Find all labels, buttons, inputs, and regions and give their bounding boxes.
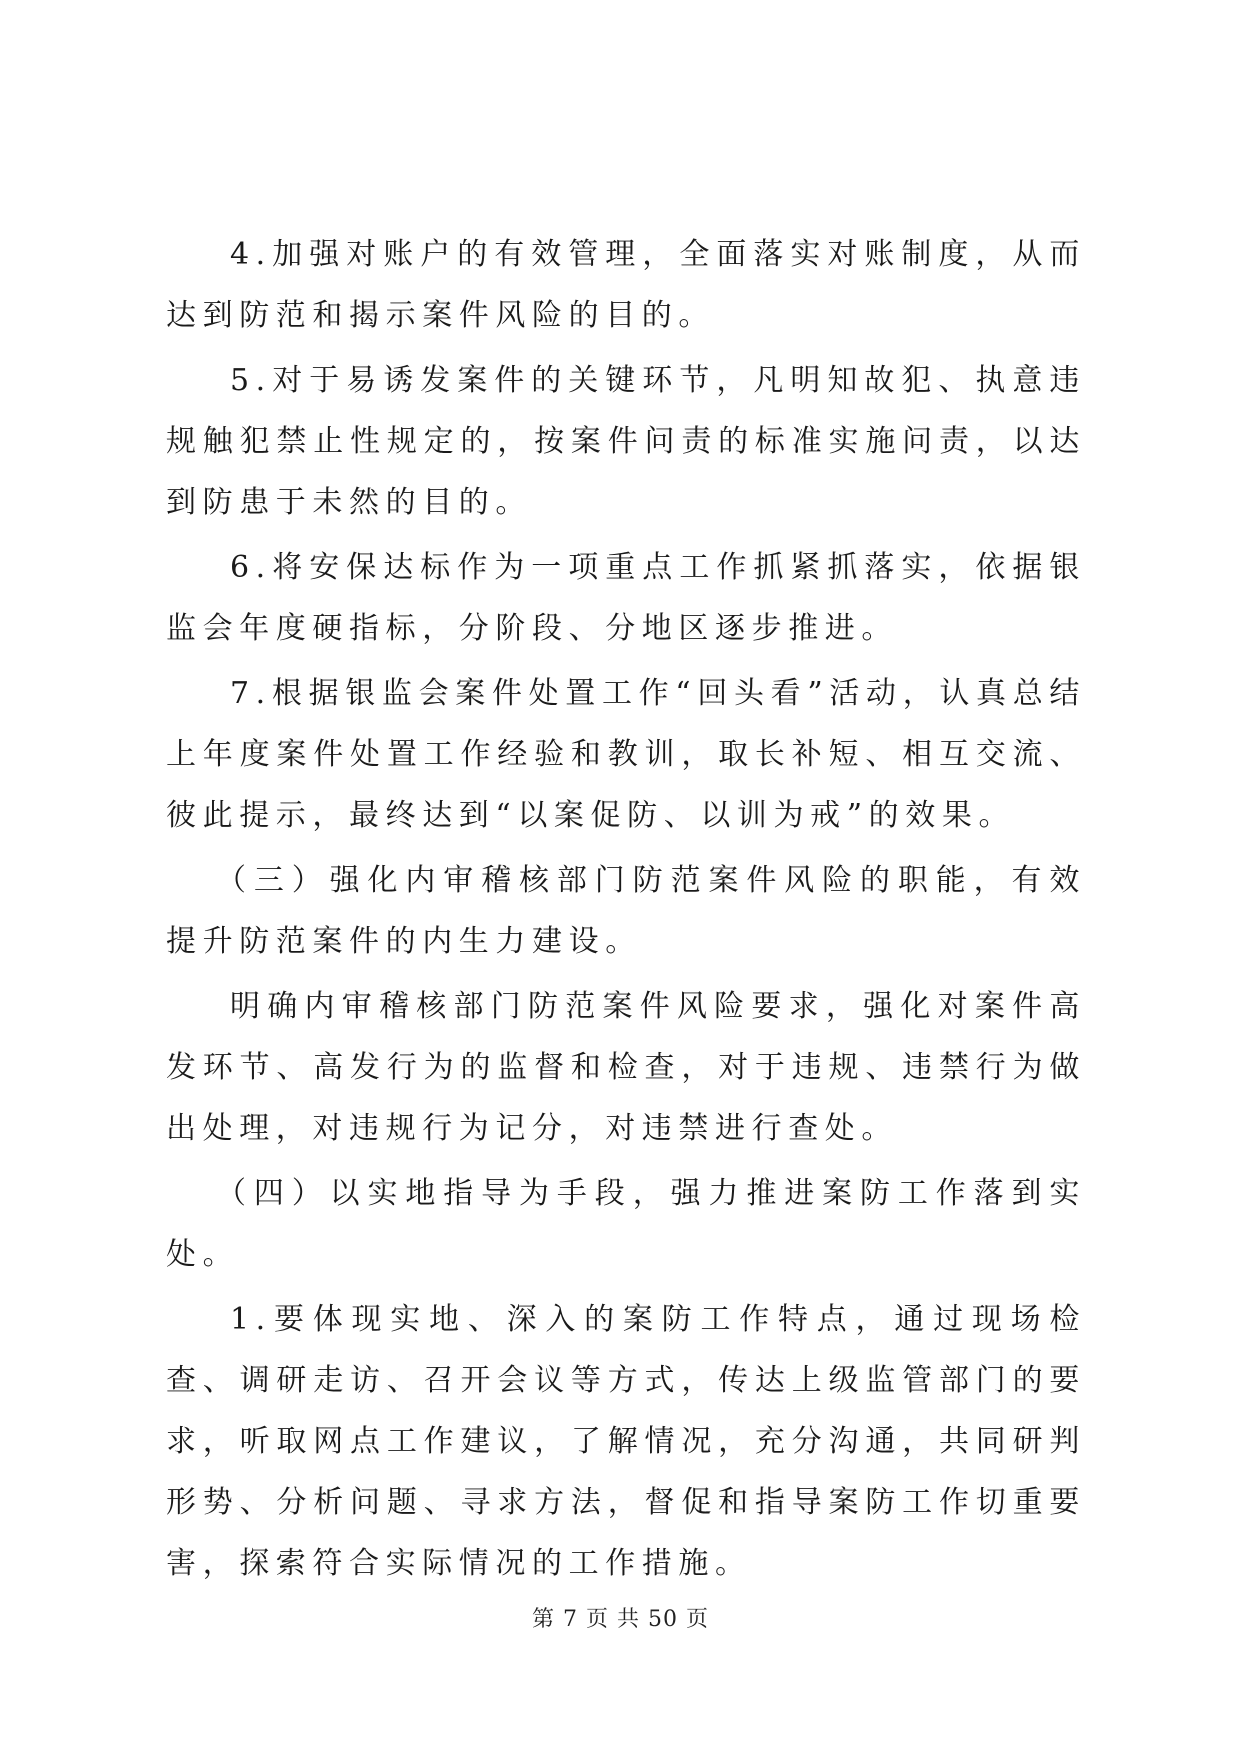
page-number-footer: 第 7 页 共 50 页 [532, 1607, 709, 1632]
paragraph-item-6: 6.将安保达标作为一项重点工作抓紧抓落实，依据银监会年度硬指标，分阶段、分地区逐步推进。 [166, 550, 1086, 646]
paragraph-audit: 明确内审稽核部门防范案件风险要求，强化对案件高发环节、高发行为的监督和检查，对于违规、违禁行为做出处理，对违规行为记分，对违禁进行查处。 [166, 989, 1086, 1146]
paragraph-item-5: 5.对于易诱发案件的关键环节，凡明知故犯、执意违规触犯禁止性规定的，按案件问责的标准实施问责，以达到防患于未然的目的。 [166, 363, 1086, 520]
paragraph-item-1: 1.要体现实地、深入的案防工作特点，通过现场检查、调研走访、召开会议等方式，传达上级监管部门的要求，听取网点工作建议，了解情况，充分沟通，共同研判形势、分析问题、寻求方法，督促和指导案防工作切重要害，探索符合实际情况的工作措施。 [166, 1302, 1086, 1581]
paragraph-item-7: 7.根据银监会案件处置工作“回头看”活动，认真总结上年度案件处置工作经验和教训，取长补短、相互交流、彼此提示，最终达到“以案促防、以训为戒”的效果。 [166, 676, 1086, 833]
document-body [166, 224, 1086, 1598]
section-heading-4: （四）以实地指导为手段，强力推进案防工作落到实处。 [166, 1176, 1086, 1272]
section-heading-3: （三）强化内审稽核部门防范案件风险的职能，有效提升防范案件的内生力建设。 [166, 863, 1086, 959]
paragraph-item-4: 4.加强对账户的有效管理，全面落实对账制度，从而达到防范和揭示案件风险的目的。 [166, 237, 1086, 333]
